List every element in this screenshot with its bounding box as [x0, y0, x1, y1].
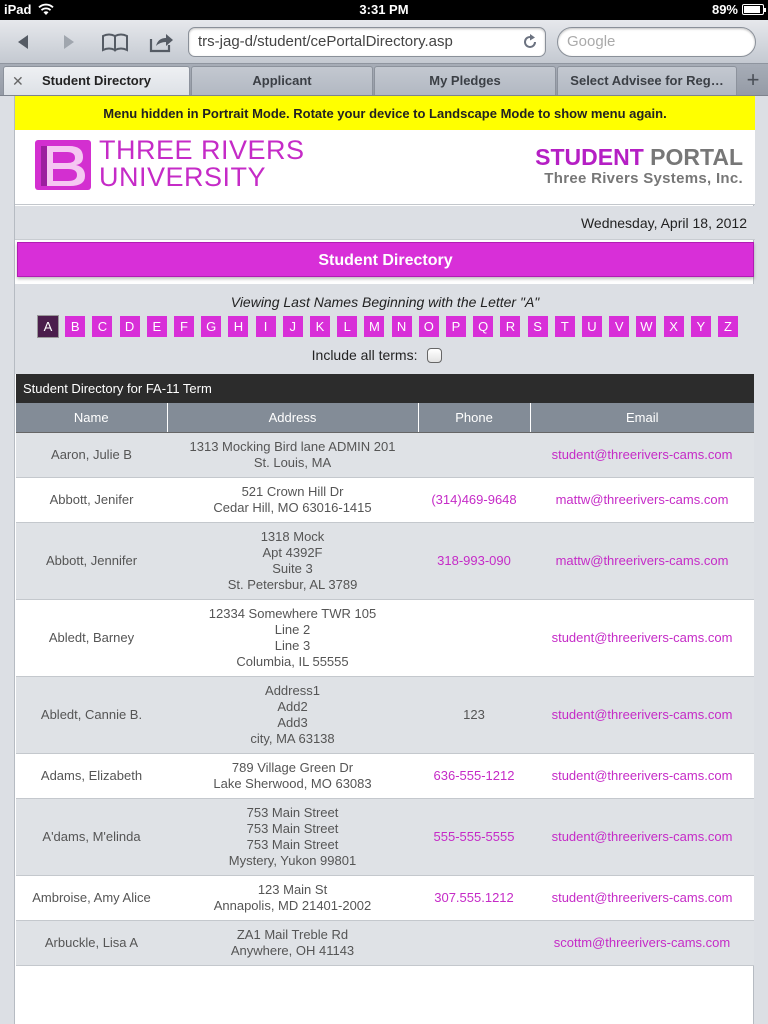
student-phone[interactable]: 307.555.1212	[418, 875, 530, 920]
student-phone	[418, 920, 530, 965]
portal-subtitle: Three Rivers Systems, Inc.	[544, 170, 743, 187]
portrait-mode-notice: Menu hidden in Portrait Mode. Rotate your device to Landscape Mode to show menu again.	[15, 96, 755, 130]
letter-link-h[interactable]: H	[228, 316, 248, 337]
letter-link-v[interactable]: V	[609, 316, 629, 337]
address-line: Cedar Hill, MO 63016-1415	[213, 499, 372, 515]
letter-link-j[interactable]: J	[283, 316, 303, 337]
tab-student-directory[interactable]	[3, 66, 190, 95]
column-header-address[interactable]: Address	[167, 403, 418, 432]
university-logo-icon	[33, 138, 95, 192]
student-address	[167, 920, 418, 965]
plus-icon: +	[746, 67, 760, 92]
search-field[interactable]	[557, 27, 756, 57]
search-placeholder: Google	[567, 33, 616, 50]
letter-link-s[interactable]: S	[528, 316, 548, 337]
letter-link-u[interactable]: U	[582, 316, 602, 337]
address-line: 753 Main Street	[246, 836, 339, 852]
student-email-link[interactable]: student@threerivers-cams.com	[530, 875, 754, 920]
table-header-row	[16, 403, 754, 432]
student-phone: 123	[418, 676, 530, 753]
student-name: Arbuckle, Lisa A	[16, 920, 167, 965]
student-phone[interactable]: (314)469-9648	[418, 477, 530, 522]
student-phone	[418, 432, 530, 477]
table-row	[16, 875, 754, 920]
student-phone[interactable]: 636-555-1212	[418, 753, 530, 798]
column-header-name[interactable]: Name	[16, 403, 167, 432]
clock: 3:31 PM	[359, 2, 409, 17]
forward-button[interactable]	[56, 30, 82, 54]
tab-bar	[0, 64, 768, 96]
student-email-link[interactable]: student@threerivers-cams.com	[530, 432, 754, 477]
letter-link-l[interactable]: L	[337, 316, 357, 337]
column-header-email[interactable]: Email	[530, 403, 754, 432]
address-line: Address1	[265, 682, 320, 698]
table-row	[16, 432, 754, 477]
portal-title	[535, 144, 743, 171]
student-email-link[interactable]: student@threerivers-cams.com	[530, 676, 754, 753]
student-name: Abledt, Cannie B.	[16, 676, 167, 753]
portal-title-portal: PORTAL	[650, 144, 743, 170]
close-tab-icon[interactable]: ✕	[12, 73, 24, 89]
address-line: Mystery, Yukon 99801	[228, 852, 357, 868]
address-line: 12334 Somewhere TWR 105	[208, 605, 377, 621]
back-arrow-icon	[13, 32, 33, 52]
table-row	[16, 522, 754, 599]
student-address	[167, 477, 418, 522]
include-all-terms-checkbox[interactable]	[427, 348, 442, 363]
address-line: Annapolis, MD 21401-2002	[213, 897, 372, 913]
address-line: 789 Village Green Dr	[231, 759, 354, 775]
portal-title-student: STUDENT	[535, 144, 644, 170]
address-line: St. Petersbur, AL 3789	[227, 576, 358, 592]
student-name: Abbott, Jenifer	[16, 477, 167, 522]
letter-link-d[interactable]: D	[120, 316, 140, 337]
new-tab-button[interactable]	[740, 66, 766, 95]
web-page	[0, 96, 768, 1024]
letter-link-n[interactable]: N	[392, 316, 412, 337]
student-phone	[418, 599, 530, 676]
student-address	[167, 875, 418, 920]
portal-container	[14, 96, 754, 1024]
student-name: Adams, Elizabeth	[16, 753, 167, 798]
logo-text-line2: UNIVERSITY	[99, 162, 267, 192]
table-row	[16, 798, 754, 875]
table-row	[16, 753, 754, 798]
book-icon	[101, 32, 129, 52]
letter-link-o[interactable]: O	[419, 316, 439, 337]
viewing-caption: Viewing Last Names Beginning with the Letter "A"	[230, 294, 540, 310]
letter-link-k[interactable]: K	[310, 316, 330, 337]
column-header-phone[interactable]: Phone	[418, 403, 530, 432]
page-title: Student Directory	[17, 242, 754, 277]
student-name: Ambroise, Amy Alice	[16, 875, 167, 920]
student-email-link[interactable]: mattw@threerivers-cams.com	[530, 477, 754, 522]
include-all-terms-label: Include all terms:	[311, 347, 418, 363]
student-phone[interactable]: 555-555-5555	[418, 798, 530, 875]
share-icon	[148, 31, 174, 53]
share-button[interactable]	[146, 30, 176, 54]
student-phone[interactable]: 318-993-090	[418, 522, 530, 599]
letter-link-r[interactable]: R	[500, 316, 520, 337]
address-line: Add2	[277, 698, 308, 714]
address-line: 753 Main Street	[246, 820, 339, 836]
address-line: St. Louis, MA	[253, 454, 332, 470]
address-line: Line 3	[274, 637, 311, 653]
student-address	[167, 522, 418, 599]
term-heading: Student Directory for FA-11 Term	[16, 374, 754, 403]
tab-applicant[interactable]	[191, 66, 373, 95]
address-line: Columbia, IL 55555	[236, 653, 349, 669]
letter-link-i[interactable]: I	[256, 316, 276, 337]
table-row	[16, 477, 754, 522]
tab-label: My Pledges	[429, 73, 501, 88]
letter-link-q[interactable]: Q	[473, 316, 493, 337]
table-row	[16, 920, 754, 965]
back-button[interactable]	[10, 30, 36, 54]
address-bar[interactable]	[188, 27, 546, 57]
student-name: Abbott, Jennifer	[16, 522, 167, 599]
student-address	[167, 432, 418, 477]
tab-label: Applicant	[252, 73, 312, 88]
letter-link-z[interactable]: Z	[718, 316, 738, 337]
student-email-link[interactable]: student@threerivers-cams.com	[530, 798, 754, 875]
student-email-link[interactable]: mattw@threerivers-cams.com	[530, 522, 754, 599]
student-address	[167, 798, 418, 875]
letter-link-t[interactable]: T	[555, 316, 575, 337]
address-line: Line 2	[274, 621, 311, 637]
address-line: city, MA 63138	[250, 730, 335, 746]
directory-table	[16, 403, 754, 966]
address-line: Lake Sherwood, MO 63083	[213, 775, 372, 791]
letter-link-a[interactable]: A	[38, 316, 58, 337]
battery-icon	[742, 4, 764, 15]
address-line: ZA1 Mail Treble Rd	[236, 926, 349, 942]
table-row	[16, 599, 754, 676]
url-text: trs-jag-d/student/cePortalDirectory.asp	[198, 33, 453, 50]
reload-icon[interactable]	[521, 33, 539, 51]
bookmarks-button[interactable]	[100, 30, 130, 54]
address-line: Apt 4392F	[262, 544, 323, 560]
status-bar	[0, 0, 768, 20]
student-address	[167, 599, 418, 676]
student-email-link[interactable]: student@threerivers-cams.com	[530, 753, 754, 798]
letter-filter	[15, 284, 755, 374]
student-email-link[interactable]: student@threerivers-cams.com	[530, 599, 754, 676]
battery-percent: 89%	[711, 2, 738, 17]
letter-link-g[interactable]: G	[201, 316, 221, 337]
letter-link-p[interactable]: P	[446, 316, 466, 337]
letter-link-y[interactable]: Y	[691, 316, 711, 337]
tab-label: Student Directory	[41, 73, 152, 88]
tab-my-pledges[interactable]	[374, 66, 556, 95]
letter-link-c[interactable]: C	[92, 316, 112, 337]
address-line: 521 Crown Hill Dr	[241, 483, 344, 499]
browser-toolbar	[0, 20, 768, 64]
address-line: 123 Main St	[257, 881, 328, 897]
letter-link-b[interactable]: B	[65, 316, 85, 337]
student-email-link[interactable]: scottm@threerivers-cams.com	[530, 920, 754, 965]
table-row	[16, 676, 754, 753]
address-line: 1318 Mock	[260, 528, 325, 544]
letter-link-f[interactable]: F	[174, 316, 194, 337]
address-line: Suite 3	[272, 560, 313, 576]
student-name: Aaron, Julie B	[16, 432, 167, 477]
letter-link-e[interactable]: E	[147, 316, 167, 337]
include-all-terms	[15, 347, 755, 363]
student-name: Abledt, Barney	[16, 599, 167, 676]
device-label: iPad	[4, 2, 32, 17]
address-line: Anywhere, OH 41143	[230, 942, 355, 958]
forward-arrow-icon	[59, 32, 79, 52]
letter-link-w[interactable]: W	[636, 316, 656, 337]
current-date: Wednesday, April 18, 2012	[15, 206, 755, 240]
address-line: 1313 Mocking Bird lane ADMIN 201	[189, 438, 396, 454]
student-name: A'dams, M'elinda	[16, 798, 167, 875]
letter-link-m[interactable]: M	[364, 316, 384, 337]
tab-select-advisee[interactable]	[557, 66, 737, 95]
letter-link-x[interactable]: X	[664, 316, 684, 337]
tab-label: Select Advisee for Reg…	[570, 73, 724, 88]
address-line: 753 Main Street	[246, 804, 339, 820]
portal-header	[15, 130, 755, 205]
student-address	[167, 676, 418, 753]
logo-text-line1: THREE RIVERS	[99, 135, 305, 165]
address-line: Add3	[277, 714, 308, 730]
student-address	[167, 753, 418, 798]
